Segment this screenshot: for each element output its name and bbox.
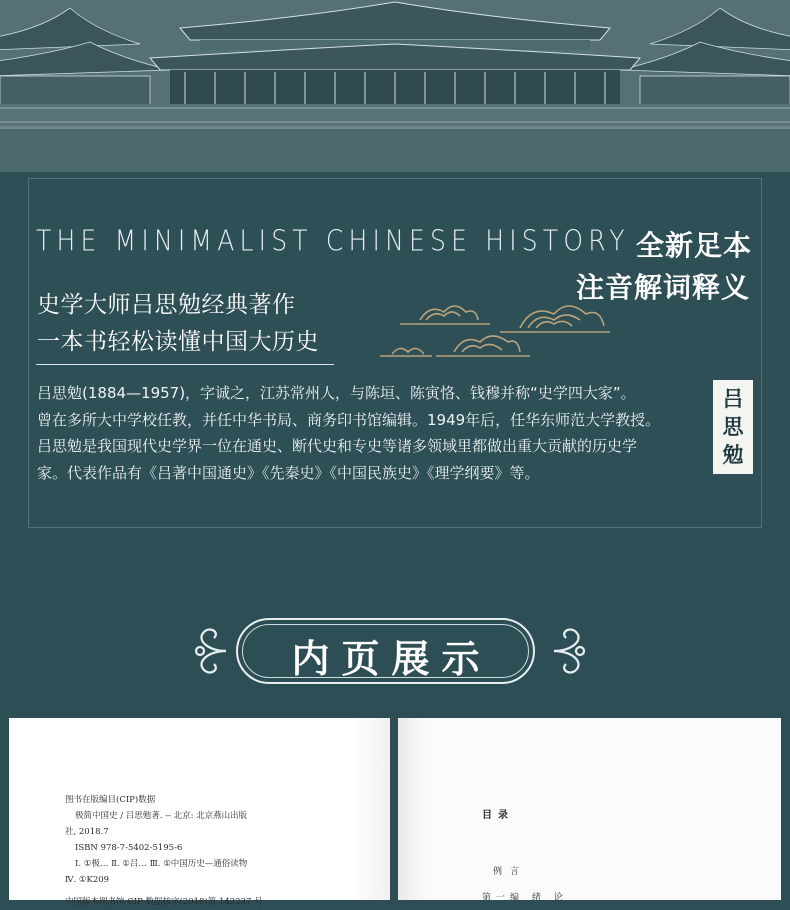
cip-line: ISBN 978-7-5402-5195-6 (75, 843, 183, 853)
section-title-frame (236, 618, 535, 684)
cip-line: Ⅳ. ①K209 (65, 875, 110, 885)
palace-banner (0, 0, 790, 172)
section-title: 内页展示 (291, 636, 492, 681)
cip-line: 中国版本图书馆 CIP 数据核字(2018)第 142237 号 (65, 897, 263, 907)
author-name-char: 思 (722, 415, 744, 439)
book-page-copyright (9, 718, 390, 907)
headline-classic-work: 史学大师吕思勉经典著作 (37, 292, 296, 318)
intro-card (0, 172, 790, 532)
tag-annotation: 注音解词释义 (575, 271, 750, 304)
bio-line: 吕思勉是我国现代史学界一位在通史、断代史和专史等诸多领域里都做出重大贡献的历史学 (37, 437, 638, 455)
cip-line: 极简中国史 / 吕思勉著. -- 北京: 北京燕山出版 (75, 811, 248, 821)
headline-easy-read: 一本书轻松读懂中国大历史 (37, 329, 319, 355)
page-fold-shade (350, 718, 390, 900)
english-title: THE MINIMALIST CHINESE HISTORY (36, 224, 630, 258)
bio-line: 吕思勉(1884—1957)，字诚之，江苏常州人，与陈垣、陈寅恪、钱穆并称“史学四大家”。 (37, 384, 636, 402)
cip-heading: 图书在版编目(CIP)数据 (65, 795, 156, 805)
headline-divider (36, 364, 334, 365)
page-fold-shade (398, 718, 428, 900)
inner-pages-section (0, 532, 790, 718)
cip-line: Ⅰ. ①极… Ⅱ. ①吕… Ⅲ. ①中国历史—通俗读物 (75, 859, 248, 869)
book-page-contents (398, 718, 781, 903)
cip-line: 社, 2018.7 (65, 827, 109, 837)
toc-title: 目录 (482, 810, 514, 821)
author-name-box (713, 380, 753, 474)
cloud-scroll-right-icon (548, 622, 592, 680)
bio-line: 曾在多所大中学校任教，并任中华书局、商务印书馆编辑。1949年后，任华东师范大学教授。 (37, 410, 661, 429)
cloud-scroll-left-icon (188, 622, 232, 680)
bio-line: 家。代表作品有《吕著中国通史》《先秦史》《中国民族史》《理学纲要》等。 (37, 463, 540, 482)
cip-data-block (65, 792, 263, 910)
palace-roof-illustration (0, 0, 790, 172)
author-name-char: 勉 (722, 443, 744, 467)
tag-full-edition: 全新足本 (635, 229, 752, 262)
auspicious-cloud-icon (380, 294, 620, 366)
author-name-char: 吕 (722, 387, 744, 411)
toc-item: 第一编 绪 论 (482, 893, 568, 903)
author-bio (37, 380, 697, 486)
toc-item: 例言 (493, 867, 528, 877)
